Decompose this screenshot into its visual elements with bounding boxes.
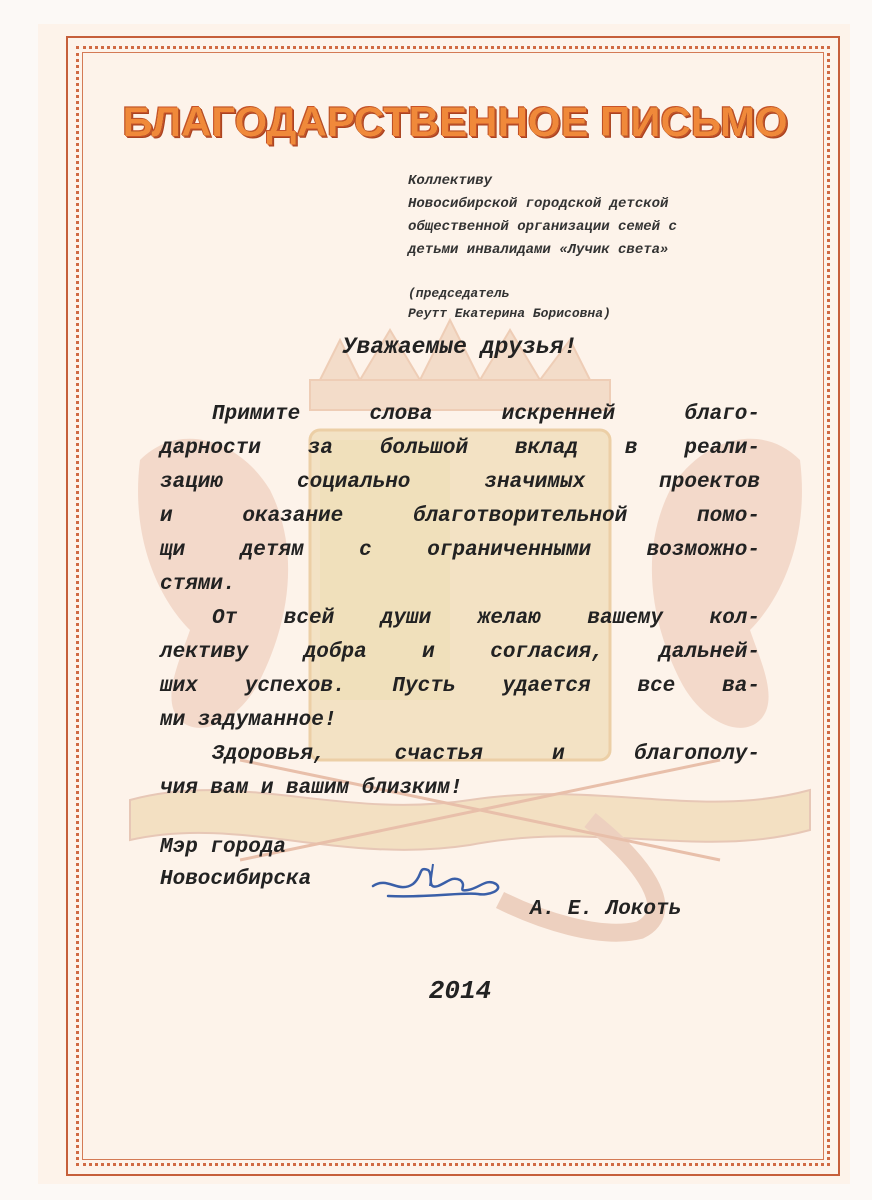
body-line: ших успехов. Пусть удается все ва- [160,675,760,698]
body-line: Примите слова искренней благо- [212,403,760,426]
addressee-line: общественной организации семей с [408,219,677,235]
chairperson-line: (председатель [408,286,510,301]
signer-title [160,832,311,896]
signer-name: А. Е. Локоть [530,898,682,921]
greeting: Уважаемые друзья! [342,334,578,360]
addressee-line: Новосибирской городской детской [408,196,669,212]
document-title: БЛАГОДАРСТВЕННОЕ ПИСЬМО [122,98,788,145]
body-line: Здоровья, счастья и благополу- [212,743,760,766]
signer-title-line: Новосибирска [160,868,312,891]
chairperson-line: Реутт Екатерина Борисовна) [408,306,611,321]
chairperson-block [408,284,828,324]
body-line: зацию социально значимых проектов [160,471,760,494]
addressee-line: Коллективу [408,173,493,189]
body-line: От всей души желаю вашему кол- [212,607,760,630]
body-line: и оказание благотворительной помо- [160,505,760,528]
year: 2014 [428,976,492,1006]
body-line: дарности за большой вклад в реали- [160,437,760,460]
addressee-block [408,170,828,262]
signature-icon [368,856,528,906]
addressee-line: детьми инвалидами «Лучик света» [408,242,669,258]
body-line: лективу добра и согласия, дальней- [160,641,760,664]
body-line: стями. [160,573,236,596]
signer-title-line: Мэр города [160,836,287,859]
body-line: ми задуманное! [160,709,337,732]
letter-body [160,398,760,806]
body-line: чия вам и вашим близким! [160,777,463,800]
body-line: щи детям с ограниченными возможно- [160,539,760,562]
